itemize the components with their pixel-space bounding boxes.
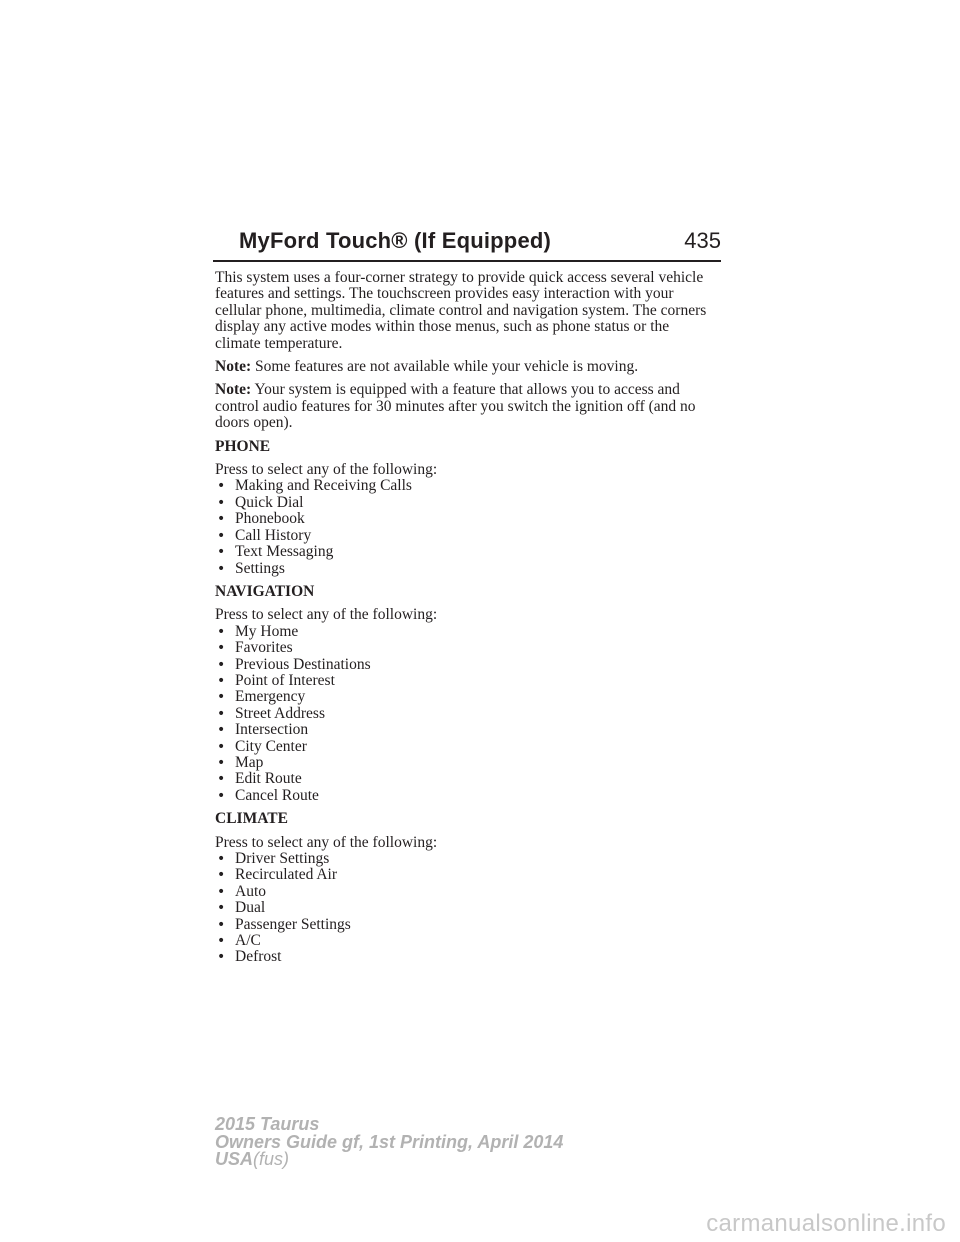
list-item: • Edit Route: [217, 770, 302, 788]
list-item: • Point of Interest: [217, 671, 335, 689]
section-heading-navigation: NAVIGATION: [215, 582, 315, 600]
list-item: • Text Messaging: [217, 543, 334, 561]
list-item: • My Home: [217, 622, 299, 640]
list-item: • Defrost: [217, 948, 282, 966]
list-item: • Quick Dial: [217, 493, 304, 511]
list-item: • Cancel Route: [217, 786, 319, 804]
note-text: Some features are not available while your vehicle is moving.: [255, 358, 639, 376]
chapter-title: MyFord Touch® (If Equipped): [239, 228, 552, 253]
watermark-text: carmanualsonline.info: [706, 1210, 946, 1237]
bullet-icon: •: [217, 494, 226, 511]
list-item: • A/C: [217, 932, 261, 950]
bullet-icon: •: [217, 527, 226, 544]
note-paragraph: [215, 359, 715, 375]
section-intro-phone: Press to select any of the following:: [215, 461, 438, 479]
footer-model: 2015 Taurus: [215, 1114, 320, 1134]
bullet-icon: •: [217, 544, 226, 561]
list-item: • Passenger Settings: [217, 915, 351, 933]
page-header: [213, 226, 721, 262]
bullet-icon: •: [217, 656, 226, 673]
list-item: • Emergency: [217, 688, 306, 706]
section-heading-climate: CLIMATE: [215, 810, 288, 828]
list-item: • Making and Receiving Calls: [217, 477, 412, 495]
footer-market: USA(fus): [215, 1149, 290, 1169]
list-item: • Intersection: [217, 721, 309, 739]
list-item: • Settings: [217, 559, 285, 577]
list-item: • Favorites: [217, 639, 293, 657]
page-body: [215, 270, 715, 973]
list-item: • Dual: [217, 899, 266, 917]
bullet-icon: •: [217, 771, 226, 788]
bullet-icon: •: [217, 949, 226, 966]
bullet-icon: •: [217, 672, 226, 689]
bullet-icon: •: [217, 867, 226, 884]
bullet-icon: •: [217, 883, 226, 900]
bullet-icon: •: [217, 689, 226, 706]
bullet-icon: •: [217, 754, 226, 771]
list-item: • Call History: [217, 526, 312, 544]
note-label: Note:: [215, 381, 252, 399]
phone-options-list: [215, 478, 715, 576]
bullet-icon: •: [217, 511, 226, 528]
footer-market-code: (fus): [253, 1149, 290, 1169]
bullet-icon: •: [217, 787, 226, 804]
bullet-icon: •: [217, 916, 226, 933]
bullet-icon: •: [217, 851, 226, 867]
list-item: • Recirculated Air: [217, 866, 337, 884]
list-item: • Map: [217, 753, 264, 771]
note-text: Your system is equipped with a feature that allows you to access and control audio features for 30 minutes after you switch the ignition off (and no doors open).: [215, 381, 696, 432]
bullet-icon: •: [217, 560, 226, 577]
note-paragraph: [215, 382, 715, 431]
bullet-icon: •: [217, 478, 226, 495]
footer-printing: Owners Guide gf, 1st Printing, April 2014: [215, 1131, 564, 1152]
bullet-icon: •: [217, 933, 226, 950]
note-label: Note:: [215, 358, 252, 376]
section-intro-navigation: Press to select any of the following:: [215, 606, 438, 624]
list-item: • Driver Settings: [217, 850, 330, 867]
bullet-icon: •: [217, 738, 226, 755]
bullet-icon: •: [217, 705, 226, 722]
list-item: • City Center: [217, 737, 307, 755]
intro-paragraph: This system uses a four-corner strategy to provide quick access several vehicle features and settings. The touchscreen provides easy interaction with your cellular phone, multimedia, climate control and navigation system. The corners display any active modes within those menus, such as phone status or the climate temperature.: [215, 269, 707, 352]
list-item: • Street Address: [217, 704, 325, 722]
climate-options-list: [215, 851, 715, 966]
section-heading-phone: PHONE: [215, 437, 271, 455]
bullet-icon: •: [217, 640, 226, 657]
page-footer: [215, 1116, 563, 1169]
bullet-icon: •: [217, 623, 226, 640]
list-item: • Previous Destinations: [217, 655, 371, 673]
bullet-icon: •: [217, 900, 226, 917]
list-item: • Auto: [217, 882, 266, 900]
list-item: • Phonebook: [217, 510, 305, 528]
section-intro-climate: Press to select any of the following:: [215, 833, 438, 851]
navigation-options-list: [215, 624, 715, 804]
bullet-icon: •: [217, 722, 226, 739]
page-number: 435: [684, 228, 721, 253]
